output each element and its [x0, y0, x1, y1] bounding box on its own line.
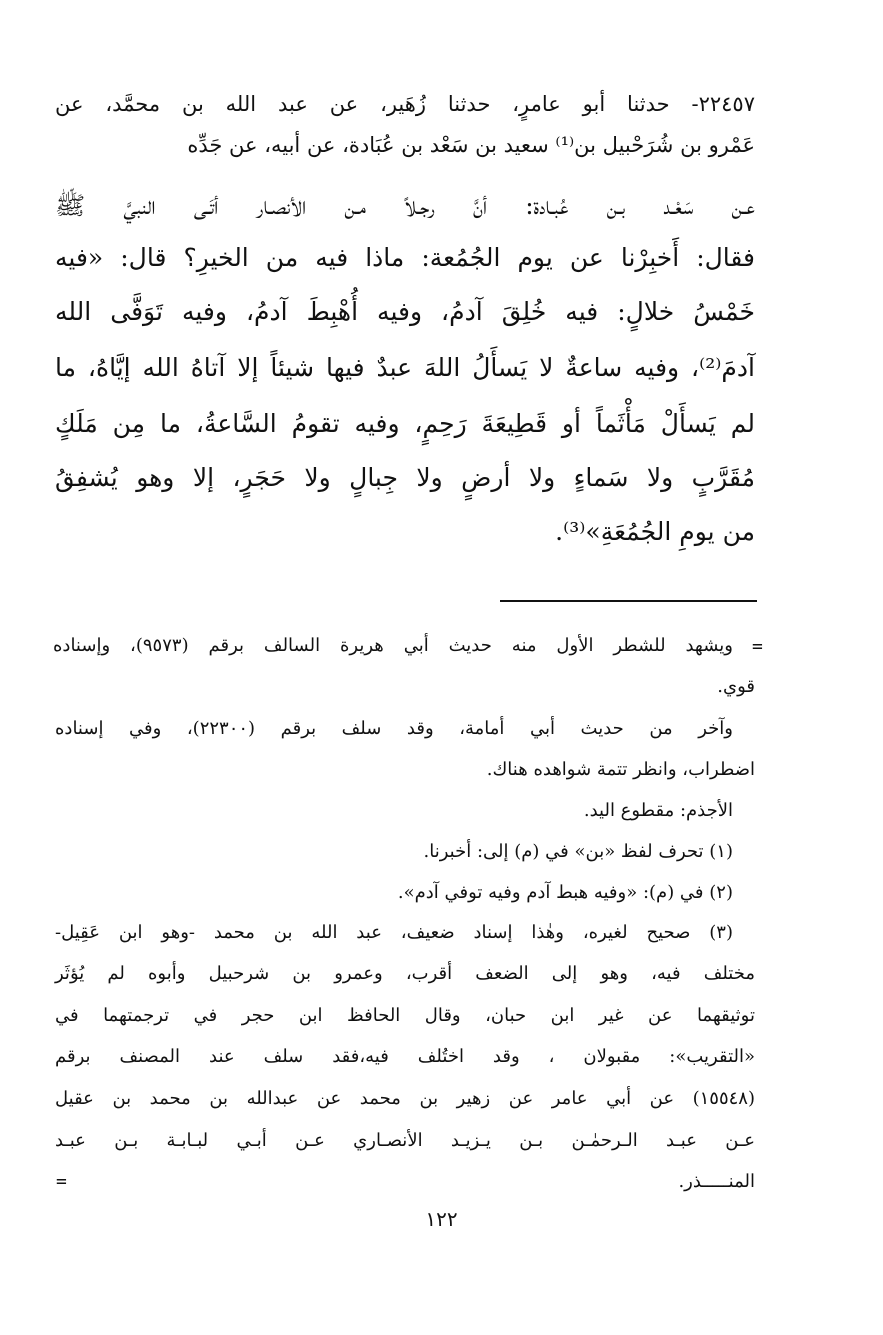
footnote-line: (٢) في (م): «وفيه هبط آدم وفيه توفي آدم».: [397, 882, 733, 903]
matn-line: لم يَسأَلْ مَأْثَماً أو قَطِيعَةَ رَحِمٍ، وفيه تقومُ السَّاعةُ، ما مِن مَلَكٍ: [55, 409, 755, 438]
footnote-separator: [500, 600, 757, 602]
matn-line: عـن سَعْـد بـن عُبـادة: أنَّ رجـلاً مـن الأنصـار أتَـى النبيَّ ﷺ: [55, 191, 755, 220]
trailing-continuation-mark: =: [56, 1171, 67, 1192]
matn-line: خَمْسُ خلالٍ: فيه خُلِقَ آدمُ، وفيه أُهْبِطَ آدمُ، وفيه تَوَفَّى الله: [55, 297, 755, 326]
footnote-line: ويشهد للشطر الأول منه حديث أبي هريرة السالف برقم (٩٥٧٣)، وإسناده: [53, 635, 733, 656]
matn-line: من يومِ الجُمُعَةِ»⁽³⁾.: [555, 517, 755, 546]
footnote-line: (٣) صحيح لغيره، وهٰذا إسناد ضعيف، عبد الله بن محمد -وهو ابن عَقِيل-: [55, 922, 733, 943]
footnote-line: اضطراب، وانظر تتمة شواهده هناك.: [486, 759, 755, 780]
footnote-line: توثيقهما عن غير ابن حبان، وقال الحافظ ابن حجر في ترجمتهما في: [55, 1005, 755, 1026]
continuation-mark: =: [752, 636, 763, 657]
footnote-line: الأجذم: مقطوع اليد.: [583, 800, 733, 821]
matn-line: آدمَ⁽²⁾، وفيه ساعةٌ لا يَسأَلُ اللهَ عبدٌ فيها شيئاً إلا آتاهُ الله إيَّاهُ، ما: [55, 353, 755, 382]
matn-line: مُقَرَّبٍ ولا سَماءٍ ولا أرضٍ ولا جِبالٍ ولا حَجَرٍ، إلا وهو يُشفِقُ: [55, 463, 755, 492]
footnote-line: المنـــــذر.: [678, 1171, 755, 1192]
footnote-line: «التقريب»: مقبولان ، وقد اختُلف فيه،فقد سلف عند المصنف برقم: [55, 1046, 755, 1067]
footnote-line: عـن عبـد الـرحمٰـن بـن يـزيـد الأنصـاري عـن أبـي لبـابـة بـن عبـد: [55, 1130, 755, 1151]
footnote-line: (١) تحرف لفظ «بن» في (م) إلى: أخبرنا.: [423, 841, 733, 862]
footnote-line: قوي.: [717, 676, 755, 697]
isnad-line: ٢٢٤٥٧- حدثنا أبو عامرٍ، حدثنا زُهَير، عن عبد الله بن محمَّد، عن: [55, 92, 755, 116]
footnote-line: وآخر من حديث أبي أمامة، وقد سلف برقم (٢٢٣٠٠)، وفي إسناده: [55, 718, 733, 739]
matn-line: فقال: أَخبِرْنا عن يوم الجُمُعة: ماذا فيه من الخيرِ؟ قال: «فيه: [55, 243, 755, 272]
isnad-line: عَمْرو بن شُرَحْبيل بن⁽¹⁾ سعيد بن سَعْد بن عُبَادة، عن أبيه، عن جَدِّه: [187, 133, 755, 157]
footnote-line: (١٥٥٤٨) عن أبي عامر عن زهير بن محمد عن عبدالله بن محمد بن عقيل: [55, 1088, 755, 1109]
page-number: ١٢٢: [425, 1207, 458, 1231]
footnote-line: مختلف فيه، وهو إلى الضعف أقرب، وعمرو بن شرحبيل وأبوه لم يُؤثَر: [55, 963, 755, 984]
